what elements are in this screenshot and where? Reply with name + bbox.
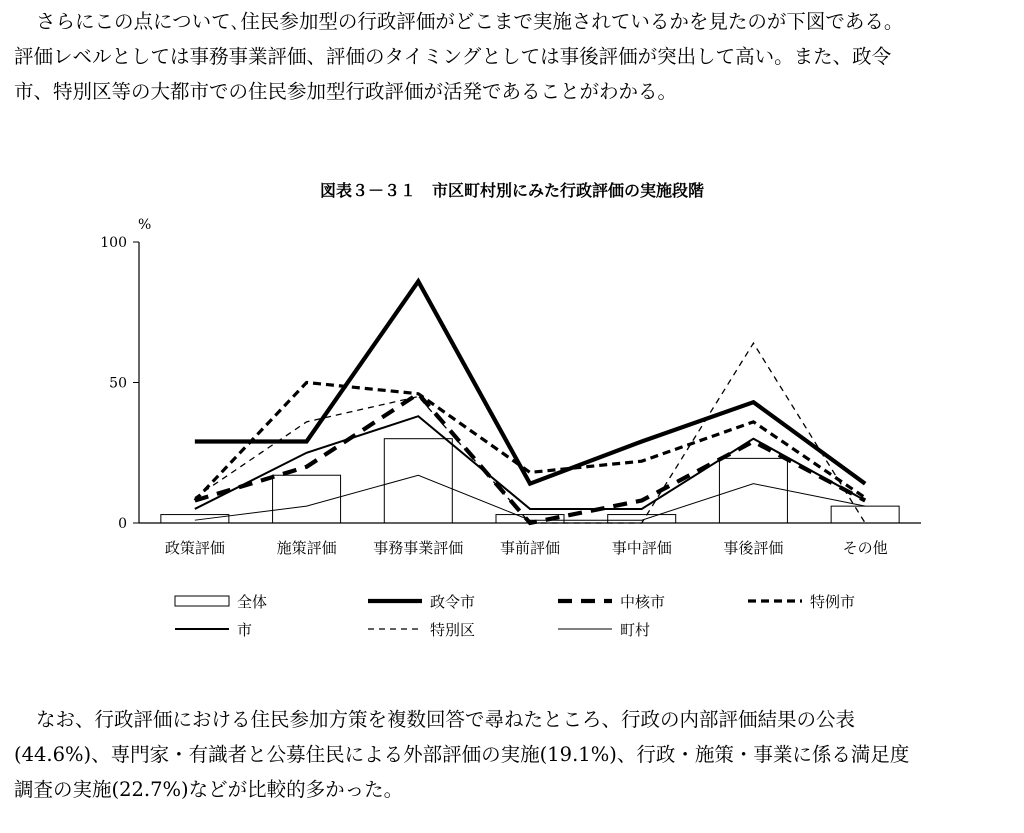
chart-title: 図表３－３１ 市区町村別にみた行政評価の実施段階 [319, 181, 704, 200]
category-label: その他 [842, 539, 888, 557]
legend-label: 特別区 [430, 621, 476, 639]
paragraph-line: さらにこの点について､住民参加型の行政評価がどこまで実施されているかを見たのが下図である。 [36, 10, 904, 33]
bar-zentai [161, 515, 229, 523]
y-ticks [100, 235, 139, 532]
category-label: 事前評価 [499, 539, 561, 557]
legend-label: 町村 [620, 621, 651, 639]
legend-label: 市 [237, 621, 253, 639]
bar-zentai [831, 506, 899, 523]
legend-label: 全体 [237, 593, 268, 611]
y-tick-label: 50 [109, 375, 127, 392]
paragraph-line: (44.6%)、専門家・有識者と公募住民による外部評価の実施(19.1%)、行政・施策・事業に係る満足度 [14, 743, 910, 766]
category-label: 施策評価 [276, 539, 337, 557]
paragraph-bottom [14, 702, 1014, 807]
bar-zentai [384, 439, 452, 523]
category-label: 政策評価 [164, 539, 225, 557]
series-line-0 [195, 281, 865, 483]
bar-zentai [719, 458, 787, 523]
legend-swatch-bar [175, 596, 229, 606]
paragraph-line: なお、行政評価における住民参加方策を複数回答で尋ねたところ、行政の内部評価結果の公表 [36, 708, 856, 731]
paragraph-line: 市、特別区等の大都市での住民参加型行政評価が活発であることがわかる。 [14, 80, 678, 103]
paragraph-line: 評価レベルとしては事務事業評価、評価のタイミングとしては事後評価が突出して高い。また、政令 [14, 45, 892, 68]
legend-label: 特例市 [810, 593, 856, 611]
y-axis-unit: % [138, 217, 152, 233]
bar-zentai [608, 515, 676, 523]
legend-label: 中核市 [620, 593, 666, 611]
category-label: 事中評価 [611, 539, 672, 557]
legend-label: 政令市 [430, 593, 476, 611]
category-label: 事後評価 [723, 539, 784, 557]
category-label: 事務事業評価 [373, 539, 464, 557]
paragraph-line: 調査の実施(22.7%)などが比較的多かった。 [14, 778, 404, 801]
y-tick-label: 100 [100, 235, 127, 251]
category-labels [165, 539, 888, 557]
legend [175, 593, 855, 639]
y-tick-label: 0 [118, 516, 127, 532]
